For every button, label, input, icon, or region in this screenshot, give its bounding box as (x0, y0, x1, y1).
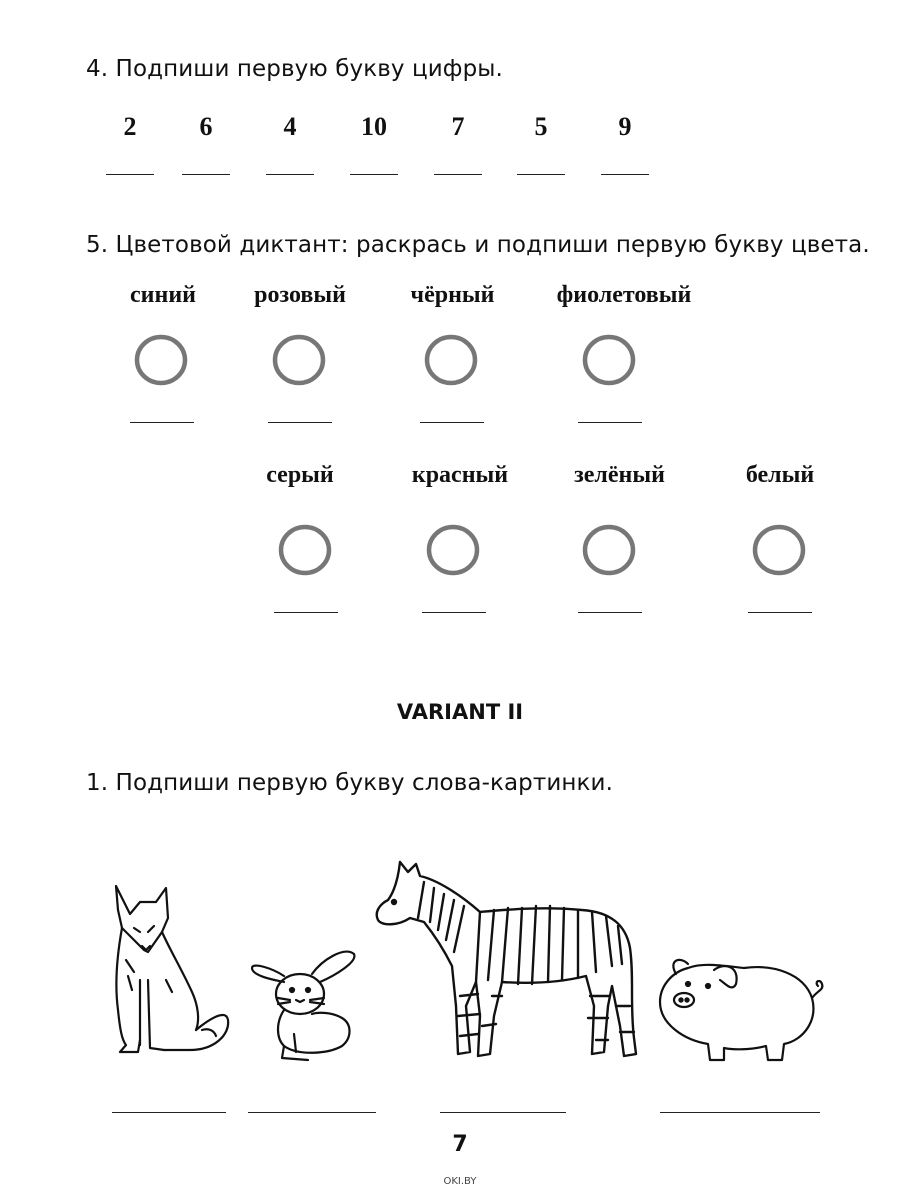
number-label: 2 (123, 112, 137, 141)
number-label: 7 (451, 112, 465, 141)
answer-blank[interactable] (130, 422, 194, 423)
number-item (176, 112, 236, 175)
number-label: 4 (283, 112, 297, 141)
task-1-title: 1. Подпиши первую букву слова-картинки. (86, 770, 613, 796)
answer-blank[interactable] (748, 612, 812, 613)
color-circle[interactable] (416, 330, 486, 390)
fox-icon (104, 880, 234, 1065)
task-4-title: 4. Подпиши первую букву цифры. (86, 56, 503, 82)
pig-icon (654, 954, 826, 1070)
color-word: синий (130, 282, 196, 308)
answer-blank[interactable] (112, 1112, 226, 1113)
color-circle[interactable] (264, 330, 334, 390)
number-item (428, 112, 488, 175)
task-5-title: 5. Цветовой диктант: раскрась и подпиши первую букву цвета. (86, 232, 870, 258)
answer-blank[interactable] (106, 174, 154, 175)
number-item (595, 112, 655, 175)
color-circle[interactable] (574, 330, 644, 390)
answer-blank[interactable] (517, 174, 565, 175)
number-item (260, 112, 320, 175)
number-label: 10 (361, 112, 387, 141)
number-label: 9 (618, 112, 632, 141)
color-word: фиолетовый (556, 282, 692, 308)
number-label: 5 (534, 112, 548, 141)
answer-blank[interactable] (248, 1112, 376, 1113)
watermark: OKI.BY (443, 1176, 477, 1187)
rabbit-icon (248, 938, 364, 1066)
answer-blank[interactable] (601, 174, 649, 175)
color-circle[interactable] (744, 520, 814, 580)
page-number: 7 (452, 1132, 468, 1157)
color-word: серый (266, 462, 334, 488)
answer-blank[interactable] (578, 422, 642, 423)
answer-blank[interactable] (440, 1112, 566, 1113)
number-item (344, 112, 404, 175)
color-circle[interactable] (418, 520, 488, 580)
zebra-icon (372, 856, 638, 1068)
color-word: зелёный (574, 462, 665, 488)
answer-blank[interactable] (274, 612, 338, 613)
color-word: белый (745, 462, 815, 488)
answer-blank[interactable] (268, 422, 332, 423)
answer-blank[interactable] (660, 1112, 820, 1113)
answer-blank[interactable] (182, 174, 230, 175)
answer-blank[interactable] (578, 612, 642, 613)
answer-blank[interactable] (350, 174, 398, 175)
answer-blank[interactable] (266, 174, 314, 175)
answer-blank[interactable] (420, 422, 484, 423)
number-item (511, 112, 571, 175)
number-item (100, 112, 160, 175)
color-circle[interactable] (126, 330, 196, 390)
color-word: чёрный (410, 282, 495, 308)
variant-heading: VARIANT II (396, 700, 524, 724)
color-word: розовый (254, 282, 346, 308)
answer-blank[interactable] (434, 174, 482, 175)
answer-blank[interactable] (422, 612, 486, 613)
color-circle[interactable] (270, 520, 340, 580)
color-word: красный (411, 462, 509, 488)
number-label: 6 (199, 112, 213, 141)
color-circle[interactable] (574, 520, 644, 580)
